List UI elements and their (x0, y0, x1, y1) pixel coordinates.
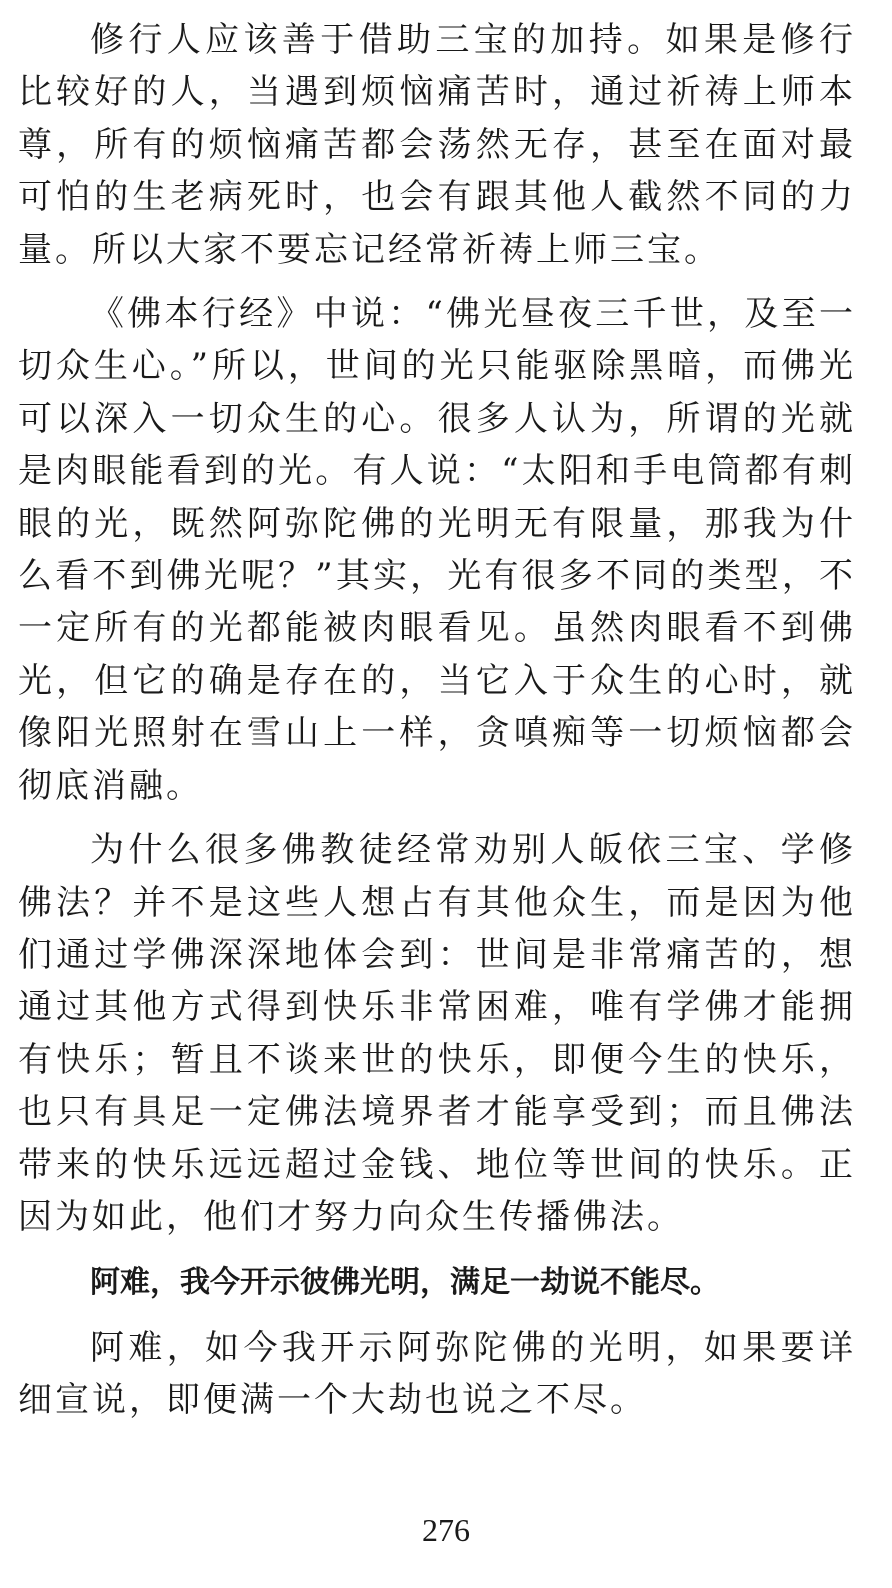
paragraph-3: 为什么很多佛教徒经常劝别人皈依三宝、学修佛法？并不是这些人想占有其他众生，而是因为他们通过学佛深深地体会到：世间是非常痛苦的，想通过其他方式得到快乐非常困难，唯有学佛才能拥有快乐；暂且不谈来世的快乐，即便今生的快乐，也只有具足一定佛法境界者才能享受到；而且佛法带来的快乐远远超过金钱、地位等世间的快乐。正因为如此，他们才努力向众生传播佛法。 (18, 830, 856, 1237)
scripture-quote: 阿难，我今开示彼佛光明，满足一劫说不能尽。 (90, 1265, 720, 1301)
paragraph-4: 阿难，如今我开示阿弥陀佛的光明，如果要详细宣说，即便满一个大劫也说之不尽。 (18, 1327, 856, 1421)
paragraph-1: 修行人应该善于借助三宝的加持。如果是修行比较好的人，当遇到烦恼痛苦时，通过祈祷上师本尊，所有的烦恼痛苦都会荡然无存，甚至在面对最可怕的生老病死时，也会有跟其他人截然不同的力量。所以大家不要忘记经常祈祷上师三宝。 (18, 20, 856, 270)
paragraph-2: 《佛本行经》中说：“佛光昼夜三千世，及至一切众生心。”所以，世间的光只能驱除黑暗，而佛光可以深入一切众生的心。很多人认为，所谓的光就是肉眼能看到的光。有人说：“太阳和手电筒都有刺眼的光，既然阿弥陀佛的光明无有限量，那我为什么看不到佛光呢？”其实，光有很多不同的类型，不一定所有的光都能被肉眼看见。虽然肉眼看不到佛光，但它的确是存在的，当它入于众生的心时，就像阳光照射在雪山上一样，贪嗔痴等一切烦恼都会彻底消融。 (18, 294, 856, 806)
page-body (18, 14, 856, 1427)
page-number: 276 (422, 1512, 470, 1548)
